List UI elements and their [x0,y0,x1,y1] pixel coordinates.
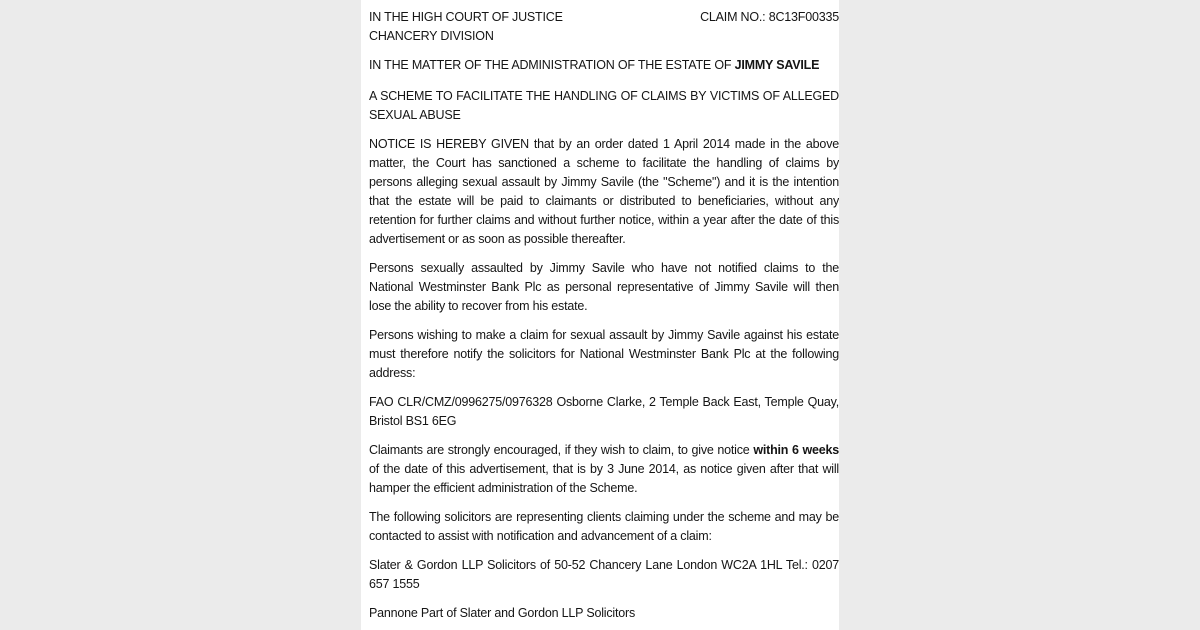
court-name: IN THE HIGH COURT OF JUSTICE [369,10,563,24]
notice-address: FAO CLR/CMZ/0996275/0976328 Osborne Clarke, 2 Temple Back East, Temple Quay, Bristol BS1 6EG [369,395,839,428]
paragraph-5-start: Claimants are strongly encouraged, if they wish to claim, to give notice [369,443,754,457]
court-block [369,8,563,46]
notice-content [369,8,839,630]
notice-paragraph-5 [369,441,839,498]
claim-number: CLAIM NO.: 8C13F00335 [700,10,839,24]
notice-page [361,0,839,630]
matter-prefix: IN THE MATTER OF THE ADMINISTRATION OF THE ESTATE OF [369,58,735,72]
notice-paragraph-2: Persons sexually assaulted by Jimmy Savile who have not notified claims to the National Westminster Bank Plc as personal representative of Jimmy Savile will then lose the ability to recover from his estate. [369,261,839,313]
paragraph-5-end: of the date of this advertisement, that is by 3 June 2014, as notice given after that will hamper the efficient administration of the Scheme. [369,462,839,495]
matter-line [369,56,839,75]
scheme-title: A SCHEME TO FACILITATE THE HANDLING OF CLAIMS BY VICTIMS OF ALLEGED SEXUAL ABUSE [369,89,839,122]
notice-paragraph-6: The following solicitors are representing clients claiming under the scheme and may be contacted to assist with notification and advancement of a claim: [369,510,839,543]
notice-header [369,8,839,46]
solicitor-pannone: Pannone Part of Slater and Gordon LLP Solicitors [369,606,636,620]
court-division: CHANCERY DIVISION [369,29,494,43]
matter-name: JIMMY SAVILE [734,58,820,72]
notice-paragraph-3: Persons wishing to make a claim for sexual assault by Jimmy Savile against his estate must therefore notify the solicitors for National Westminster Bank Plc at the following address: [369,328,839,380]
deadline-emphasis: within 6 weeks [753,443,839,457]
solicitor-slater-gordon: Slater & Gordon LLP Solicitors of 50-52 Chancery Lane London WC2A 1HL Tel.: 0207 657 1555 [369,558,839,591]
notice-paragraph-1: NOTICE IS HEREBY GIVEN that by an order dated 1 April 2014 made in the above matter, the Court has sanctioned a scheme to facilitate the handling of claims by persons alleging sexual assault by Jimmy Savile (the "Scheme") and it is the intention that the estate will be paid to claimants or distributed to beneficiaries, without any retention for further claims and without further notice, within a year after the date of this advertisement or as soon as possible thereafter. [369,137,839,246]
